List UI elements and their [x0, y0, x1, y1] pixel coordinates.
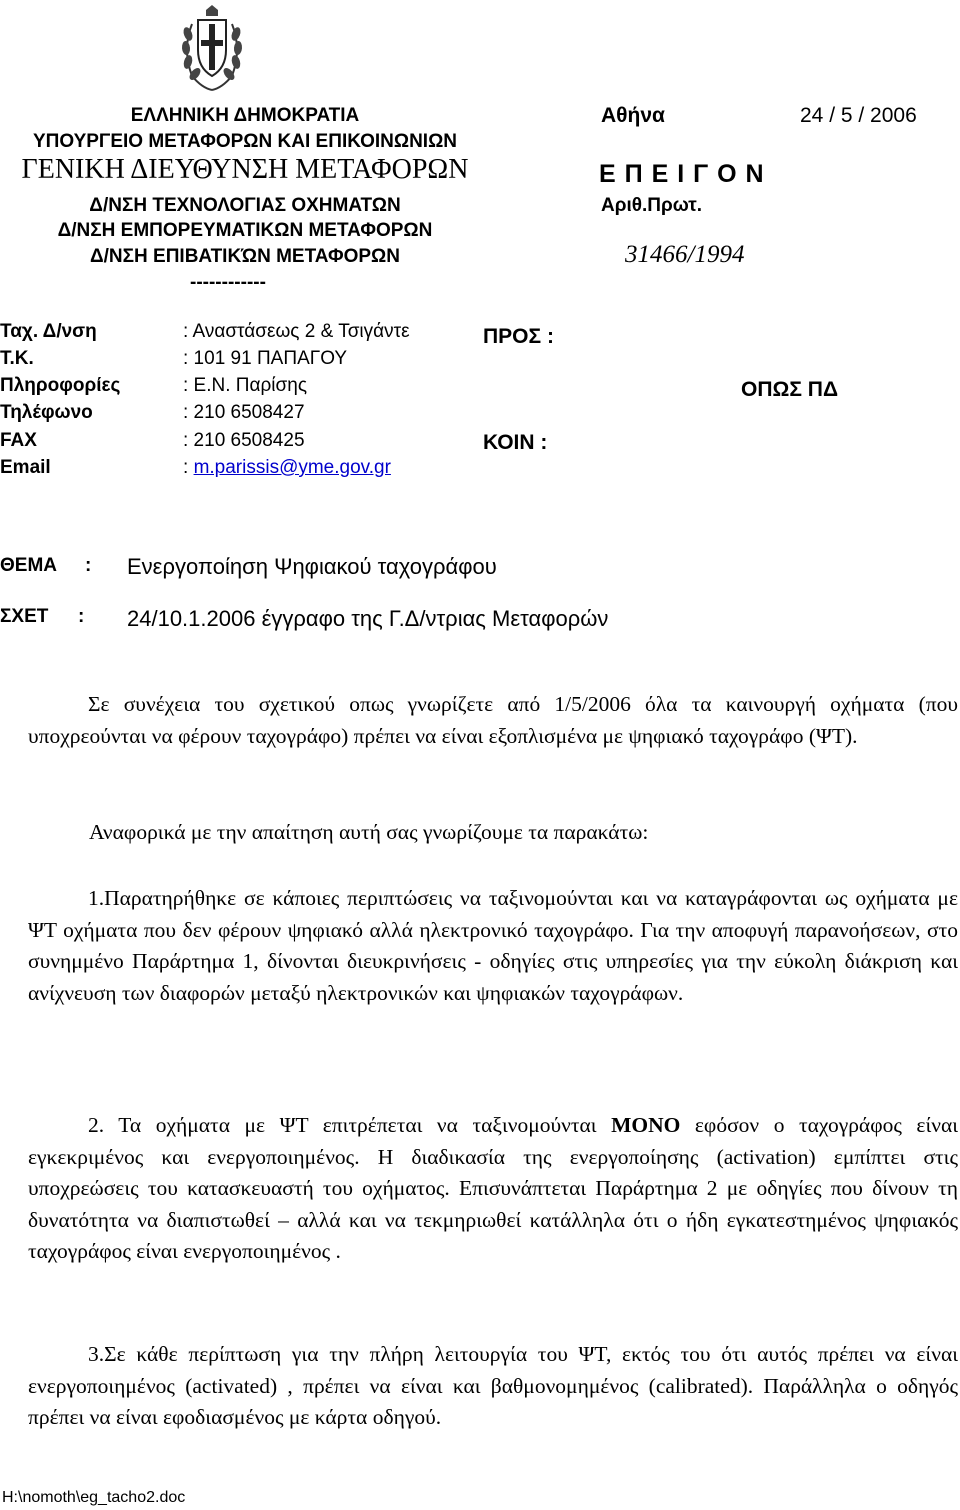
subject-label: ΘΕΜΑ	[0, 555, 57, 576]
reference-label: ΣΧΕΤ	[0, 606, 49, 627]
republic-heading: ΕΛΛΗΝΙΚΗ ΔΗΜΟΚΡΑΤΙΑ	[130, 105, 360, 126]
email-label: Email	[0, 457, 51, 478]
greek-coat-of-arms-emblem	[178, 4, 246, 94]
email-link[interactable]: m.parissis@yme.gov.gr	[193, 457, 391, 478]
email-field	[183, 457, 391, 479]
info-value: : Ε.Ν. Παρίσης	[183, 375, 307, 396]
fax-label: FAX	[0, 430, 37, 451]
email-prefix: :	[183, 457, 194, 478]
subject-colon: :	[85, 555, 92, 576]
dept-freight-heading: Δ/ΝΣΗ ΕΜΠΟΡΕΥΜΑΤΙΚΩΝ ΜΕΤΑΦΟΡΩΝ	[57, 220, 433, 241]
paragraph-4-end: εφόσον ο ταχογράφος είναι εγκεκριμένος και ενεργοποιημένος. Η διαδικασία της ενεργοποίησης (activation) εμπίπτει στις υποχρεώσεις του κατασκευαστή του οχήματος. Επισυνάπτεται Παράρτημα 2 με οδηγίες που δίνουν τη δυνατότητα να διαπιστωθεί – αλλά και να τεκμηριωθεί κατάλληλα ότι ο ήδη εγκατεστημένος ψηφιακός ταχογράφος είναι ενεργοποιημένος .	[28, 1113, 958, 1263]
cc-label: ΚΟΙΝ :	[483, 431, 548, 454]
body-paragraph-5: 3.Σε κάθε περίπτωση για την πλήρη λειτουργία του ΨΤ, εκτός του ότι αυτός πρέπει να είναι ενεργοποιημένος (activated) , πρέπει να είναι και βαθμονομημένος (calibrated). Παράλληλα ο οδηγός πρέπει να είναι εφοδιασμένος με κάρτα οδηγού.	[28, 1342, 958, 1429]
reference-colon: :	[78, 606, 85, 627]
dept-passenger-heading: Δ/ΝΣΗ ΕΠΙΒΑΤΙΚΏΝ ΜΕΤΑΦΟΡΩΝ	[89, 246, 401, 267]
paragraph-4-emphasis: ΜΟΝΟ	[611, 1113, 681, 1137]
ministry-heading: ΥΠΟΥΡΓΕΙΟ ΜΕΤΑΦΟΡΩΝ ΚΑΙ ΕΠΙΚΟΙΝΩΝΙΩΝ	[32, 131, 458, 152]
protocol-label: Αριθ.Πρωτ.	[601, 195, 703, 216]
info-label: Πληροφορίες	[0, 375, 121, 396]
header-separator: ------------	[190, 272, 266, 293]
general-directorate-heading: ΓΕΝΙΚΗ ΔΙΕΥΘΥΝΣΗ ΜΕΤΑΦΟΡΩΝ	[21, 154, 469, 185]
dept-technology-heading: Δ/ΝΣΗ ΤΕΧΝΟΛΟΓΙΑΣ ΟΧΗΜΑΤΩΝ	[89, 195, 401, 216]
body-paragraph-2: Αναφορικά με την απαίτηση αυτή σας γνωρίζουμε τα παρακάτω:	[89, 820, 649, 844]
address-label: Ταχ. Δ/νση	[0, 321, 97, 342]
urgent-label: Ε Π Ε Ι Γ Ο Ν	[599, 160, 765, 188]
zip-value: : 101 91 ΠΑΠΑΓΟΥ	[183, 348, 348, 369]
body-paragraph-4	[28, 1110, 958, 1268]
footer-file-path: H:\nomoth\eg_tacho2.doc	[2, 1489, 186, 1506]
to-label: ΠΡΟΣ :	[483, 325, 554, 348]
city-label: Αθήνα	[601, 104, 665, 127]
protocol-number: 31466/1994	[625, 241, 745, 268]
document-date: 24 / 5 / 2006	[800, 104, 917, 127]
body-paragraph-1: Σε συνέχεια του σχετικού οπως γνωρίζετε από 1/5/2006 όλα τα καινουργή οχήματα (που υποχρεούνται να φέρουν ταχογράφο) πρέπει να είναι εξοπλισμένα με ψηφιακό ταχογράφο (ΨΤ).	[28, 692, 958, 748]
reference-value: 24/10.1.2006 έγγραφο της Γ.Δ/ντριας Μεταφορών	[127, 606, 609, 631]
to-value: ΟΠΩΣ ΠΔ	[741, 378, 839, 401]
fax-value: : 210 6508425	[183, 430, 305, 451]
paragraph-4-start: 2. Τα οχήματα με ΨΤ επιτρέπεται να ταξινομούνται	[88, 1113, 612, 1137]
body-paragraph-3: 1.Παρατηρήθηκε σε κάποιες περιπτώσεις να ταξινομούνται και να καταγράφονται ως οχήματα με ΨΤ οχήματα που δεν φέρουν ψηφιακό αλλά ηλεκτρονικό ταχογράφο. Για την αποφυγή παρανοήσεων, στο συνημμένο Παράρτημα 1, δίνονται διευκρινήσεις - οδηγίες στις υπηρεσίες για την εύκολη διάκριση και ανίχνευση των διαφορών μεταξύ ηλεκτρονικών και ψηφιακών ταχογράφων.	[28, 886, 958, 1005]
phone-label: Τηλέφωνο	[0, 402, 93, 423]
address-value: : Αναστάσεως 2 & Τσιγάντε	[183, 321, 410, 342]
phone-value: : 210 6508427	[183, 402, 305, 423]
subject-value: Ενεργοποίηση Ψηφιακού ταχογράφου	[127, 554, 497, 579]
zip-label: Τ.Κ.	[0, 348, 34, 369]
